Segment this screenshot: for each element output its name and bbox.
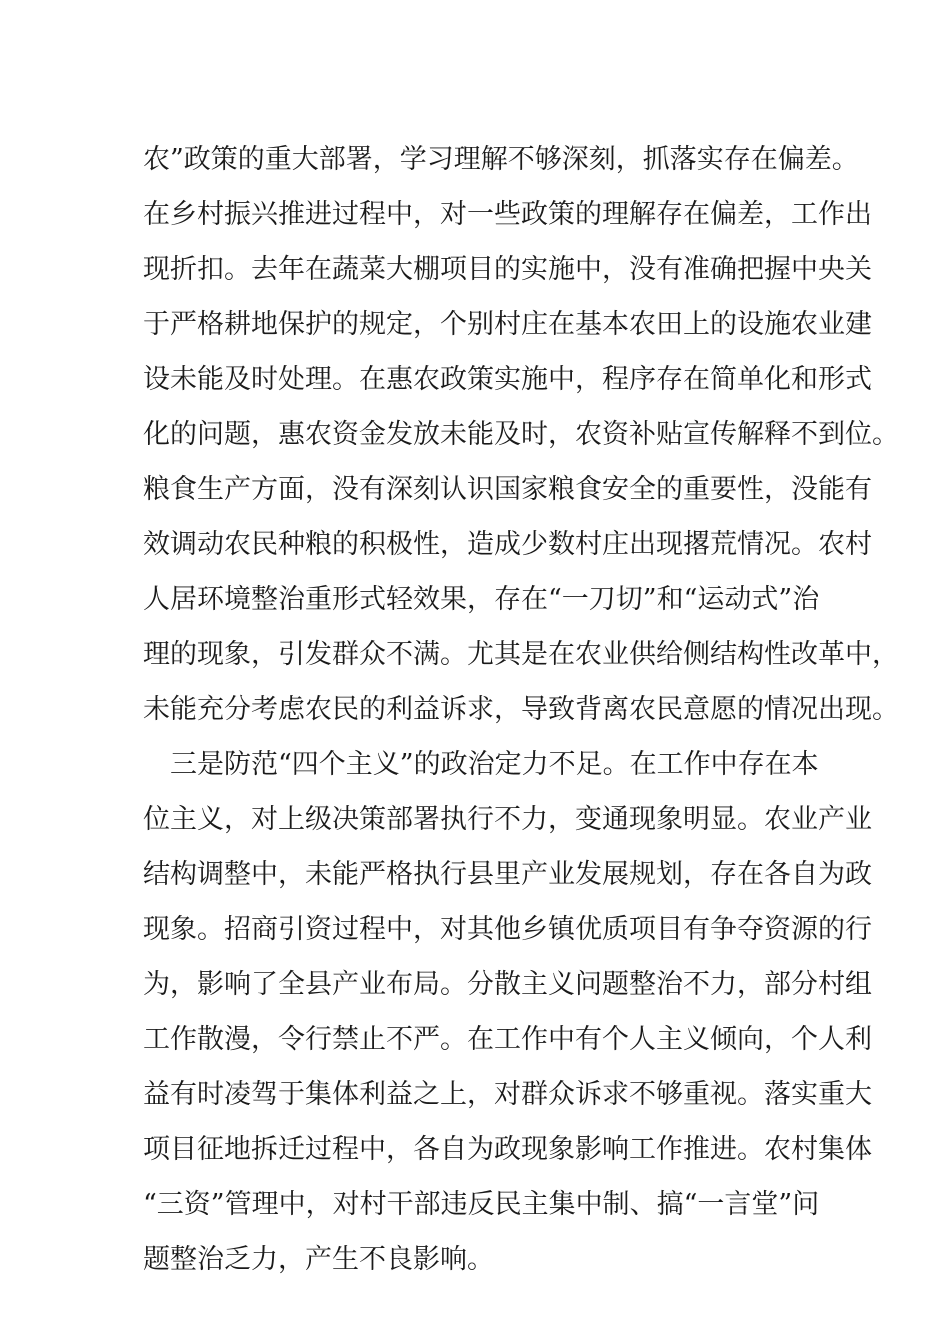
text-line: 项目征地拆迁过程中，各自为政现象影响工作推进。农村集体 xyxy=(143,1134,872,1165)
text-line: 理的现象，引发群众不满。尤其是在农业供给侧结构性改革中， xyxy=(143,639,899,670)
text-line: 效调动农民种粮的积极性，造成少数村庄出现撂荒情况。农村 xyxy=(143,529,872,560)
text-line: 在乡村振兴推进过程中，对一些政策的理解存在偏差，工作出 xyxy=(143,199,872,230)
text-line: 现象。招商引资过程中，对其他乡镇优质项目有争夺资源的行 xyxy=(143,914,872,945)
text-line: 农”政策的重大部署，学习理解不够深刻，抓落实存在偏差。 xyxy=(143,144,859,175)
text-line: 未能充分考虑农民的利益诉求，导致背离农民意愿的情况出现。 xyxy=(143,694,899,725)
paragraph-start-line: 三是防范“四个主义”的政治定力不足。在工作中存在本 xyxy=(170,749,819,780)
text-line: 工作散漫，令行禁止不严。在工作中有个人主义倾向，个人利 xyxy=(143,1024,872,1055)
text-line: 化的问题，惠农资金发放未能及时，农资补贴宣传解释不到位。 xyxy=(143,419,899,450)
text-line: 设未能及时处理。在惠农政策实施中，程序存在简单化和形式 xyxy=(143,364,872,395)
text-line: 为，影响了全县产业布局。分散主义问题整治不力，部分村组 xyxy=(143,969,872,1000)
text-line: 结构调整中，未能严格执行县里产业发展规划，存在各自为政 xyxy=(143,859,872,890)
text-line: 题整治乏力，产生不良影响。 xyxy=(143,1244,494,1275)
text-line: 位主义，对上级决策部署执行不力，变通现象明显。农业产业 xyxy=(143,804,872,835)
text-line: 人居环境整治重形式轻效果，存在“一刀切”和“运动式”治 xyxy=(143,584,820,615)
text-line: 于严格耕地保护的规定，个别村庄在基本农田上的设施农业建 xyxy=(143,309,872,340)
text-line: 粮食生产方面，没有深刻认识国家粮食安全的重要性，没能有 xyxy=(143,474,872,505)
text-line: “三资”管理中，对村干部违反民主集中制、搞“一言堂”问 xyxy=(143,1189,820,1220)
text-line: 益有时凌驾于集体利益之上，对群众诉求不够重视。落实重大 xyxy=(143,1079,872,1110)
text-line: 现折扣。去年在蔬菜大棚项目的实施中，没有准确把握中央关 xyxy=(143,254,872,285)
